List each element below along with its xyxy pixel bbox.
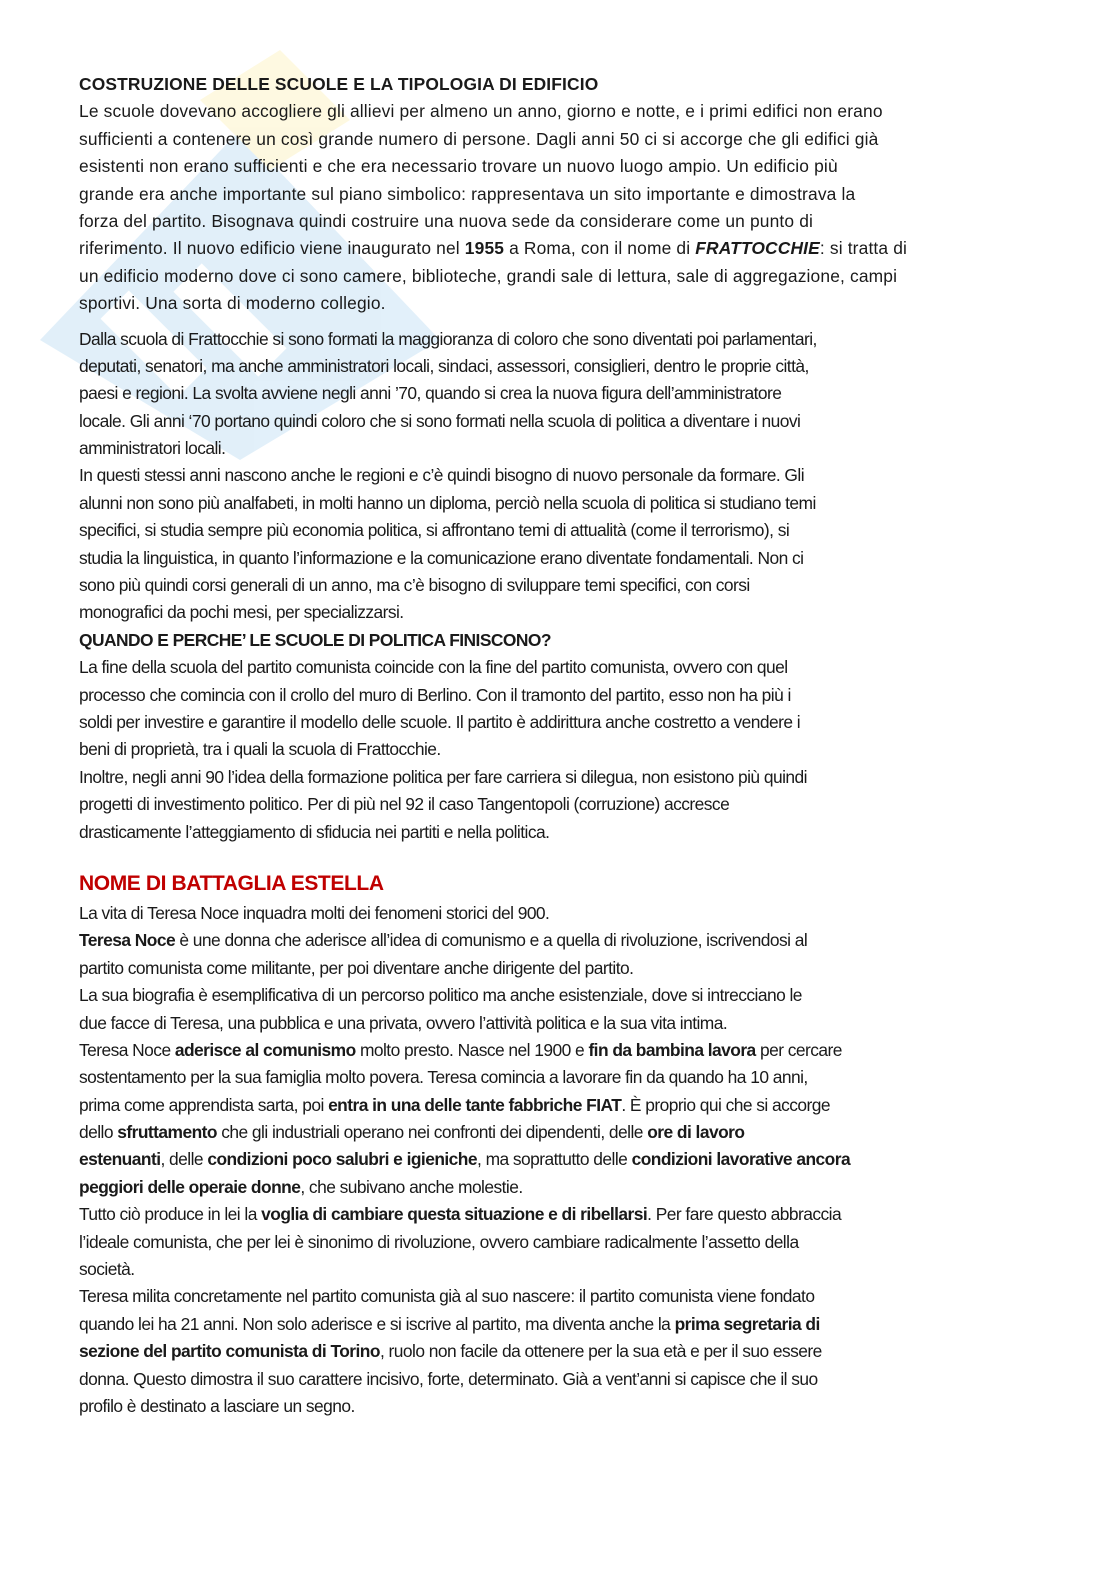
paragraph-line: donna. Questo dimostra il suo carattere incisivo, forte, determinato. Già a vent’anni si capisce che il suo [79, 1368, 818, 1389]
paragraph-line: processo che comincia con il crollo del muro di Berlino. Con il tramonto del partito, esso non ha più i [79, 684, 791, 705]
emphasis: prima segretaria di [674, 1313, 820, 1334]
paragraph-line [79, 1119, 1039, 1146]
paragraph-line [79, 1311, 1039, 1338]
emphasis: sfruttamento [117, 1122, 217, 1143]
section-heading-quando-perche: QUANDO E PERCHE’ LE SCUOLE DI POLITICA FINISCONO? [79, 629, 551, 650]
paragraph-line: sportivi. Una sorta di moderno collegio. [79, 293, 386, 314]
paragraph-line: Le scuole dovevano accogliere gli allievi per almeno un anno, giorno e notte, e i primi edifici non erano [79, 101, 883, 122]
text-run: , ma soprattutto delle [477, 1149, 632, 1170]
paragraph-line: beni di proprietà, tra i quali la scuola di Frattocchie. [79, 739, 441, 760]
emphasis: sezione del partito comunista di Torino [79, 1341, 380, 1362]
text-run: . Per fare questo abbraccia [647, 1204, 842, 1225]
section-heading-nome-di-battaglia: NOME DI BATTAGLIA ESTELLA [79, 871, 384, 895]
text-run: , delle [160, 1149, 208, 1170]
paragraph-line: l’ideale comunista, che per lei è sinonimo di rivoluzione, ovvero cambiare radicalmente l’assetto della [79, 1231, 799, 1252]
section-heading-costruzione: COSTRUZIONE DELLE SCUOLE E LA TIPOLOGIA DI EDIFICIO [79, 74, 599, 94]
paragraph-line: studia la linguistica, in quanto l’informazione e la comunicazione erano diventate fondamentali. Non ci [79, 547, 804, 568]
paragraph-line: La sua biografia è esemplificativa di un percorso politico ma anche esistenziale, dove si intrecciano le [79, 985, 802, 1006]
emphasis: ore di lavoro [647, 1122, 745, 1143]
paragraph-line: monografici da pochi mesi, per specializzarsi. [79, 602, 404, 623]
text-run: : si tratta di [819, 238, 908, 259]
text-run: per cercare [755, 1039, 842, 1060]
paragraph-line: drasticamente l’atteggiamento di sfiducia nei partiti e nella politica. [79, 821, 550, 842]
text-run: Teresa Noce [79, 1039, 175, 1060]
paragraph-line: sufficienti a contenere un così grande numero di persone. Dagli anni 50 ci si accorge che gli edifici già [79, 128, 879, 149]
paragraph-line: Teresa milita concretamente nel partito comunista già al suo nascere: il partito comunista viene fondato [79, 1286, 815, 1307]
frattocchie-name: FRATTOCCHIE [695, 238, 820, 259]
paragraph-line: profilo è destinato a lasciare un segno. [79, 1395, 355, 1416]
text-run: molto presto. Nasce nel 1900 e [355, 1039, 589, 1060]
text-run: prima come apprendista sarta, poi [79, 1094, 329, 1115]
text-run: è une donna che aderisce all’idea di comunismo e a quella di rivoluzione, iscrivendosi al [175, 930, 808, 951]
paragraph-line: La vita di Teresa Noce inquadra molti dei fenomeni storici del 900. [79, 902, 550, 923]
paragraph-line: specifici, si studia sempre più economia politica, si affrontano temi di attualità (come il terrorismo), si [79, 520, 790, 541]
paragraph-line [79, 927, 1039, 954]
text-run: a Roma, con il nome di [504, 238, 696, 259]
year-1955: 1955 [464, 238, 505, 259]
paragraph-line: La fine della scuola del partito comunista coincide con la fine del partito comunista, ovvero con quel [79, 657, 788, 678]
paragraph-line: paesi e regioni. La svolta avviene negli anni ’70, quando si crea la nuova figura dell’amministratore [79, 383, 782, 404]
emphasis: condizioni lavorative ancora [631, 1149, 851, 1170]
paragraph-line: soldi per investire e garantire il modello delle scuole. Il partito è addirittura anche costretto a vendere i [79, 711, 801, 732]
paragraph-line: sostentamento per la sua famiglia molto povera. Teresa comincia a lavorare fin da quando ha 10 anni, [79, 1067, 808, 1088]
text-run: , che subivano anche molestie. [300, 1176, 523, 1197]
paragraph-line: progetti di investimento politico. Per di più nel 92 il caso Tangentopoli (corruzione) accresce [79, 794, 730, 815]
text-run: che gli industriali operano nei confronti dei dipendenti, delle [216, 1122, 648, 1143]
document-body [79, 71, 1039, 1420]
paragraph-line: Dalla scuola di Frattocchie si sono formati la maggioranza di coloro che sono diventati poi parlamentari, [79, 328, 817, 349]
emphasis: fin da bambina lavora [588, 1039, 756, 1060]
paragraph-line [79, 1174, 1039, 1201]
paragraph-line: In questi stessi anni nascono anche le regioni e c’è quindi bisogno di nuovo personale da formare. Gli [79, 465, 805, 486]
paragraph-line: deputati, senatori, ma anche amministratori locali, sindaci, assessori, consiglieri, dentro le proprie città, [79, 355, 809, 376]
text-run: dello [79, 1122, 118, 1143]
paragraph-line: grande era anche importante sul piano simbolico: rappresentava un sito importante e dimostrava la [79, 183, 856, 204]
paragraph-line: Inoltre, negli anni 90 l’idea della formazione politica per fare carriera si dilegua, non esistono più quindi [79, 766, 807, 787]
emphasis: peggiori delle operaie donne [79, 1176, 301, 1197]
emphasis: estenuanti [79, 1149, 161, 1170]
emphasis: entra in una delle tante fabbriche FIAT [328, 1094, 622, 1115]
text-run: Tutto ciò produce in lei la [79, 1204, 262, 1225]
paragraph-line: locale. Gli anni ‘70 portano quindi coloro che si sono formati nella scuola di politica a diventare i nuovi [79, 410, 801, 431]
paragraph-line: amministratori locali. [79, 438, 226, 459]
paragraph-line [79, 235, 1039, 262]
paragraph-line: partito comunista come militante, per poi diventare anche dirigente del partito. [79, 957, 634, 978]
paragraph-line: alunni non sono più analfabeti, in molti hanno un diploma, perciò nella scuola di politica si studiano temi [79, 492, 816, 513]
paragraph-line: forza del partito. Bisognava quindi costruire una nuova sede da considerare come un punto di [79, 210, 814, 231]
text-run: riferimento. Il nuovo edificio viene inaugurato nel [79, 238, 465, 259]
paragraph-line: sono più quindi corsi generali di un anno, ma c’è bisogno di sviluppare temi specifici, con corsi [79, 575, 750, 596]
teresa-noce-name: Teresa Noce [79, 930, 176, 951]
emphasis: aderisce al comunismo [174, 1039, 356, 1060]
text-run: quando lei ha 21 anni. Non solo aderisce e si iscrive al partito, ma diventa anche la [79, 1313, 675, 1334]
paragraph-line: società. [79, 1259, 135, 1280]
paragraph-line: un edificio moderno dove ci sono camere, biblioteche, grandi sale di lettura, sale di aggregazione, campi [79, 265, 898, 286]
paragraph-line [79, 1037, 1039, 1064]
text-run: , ruolo non facile da ottenere per la sua età e per il suo essere [379, 1341, 822, 1362]
paragraph-line [79, 1146, 1039, 1173]
text-run: . È proprio qui che si accorge [621, 1094, 831, 1115]
paragraph-line [79, 1092, 1039, 1119]
paragraph-line: due facce di Teresa, una pubblica e una privata, ovvero l’attività politica e la sua vita intima. [79, 1012, 728, 1033]
paragraph-line [79, 1338, 1039, 1365]
paragraph-line [79, 1201, 1039, 1228]
paragraph-line: esistenti non erano sufficienti e che era necessario trovare un nuovo luogo ampio. Un edificio più [79, 156, 838, 177]
emphasis: condizioni poco salubri e igieniche [207, 1149, 477, 1170]
emphasis: voglia di cambiare questa situazione e di ribellarsi [261, 1204, 648, 1225]
